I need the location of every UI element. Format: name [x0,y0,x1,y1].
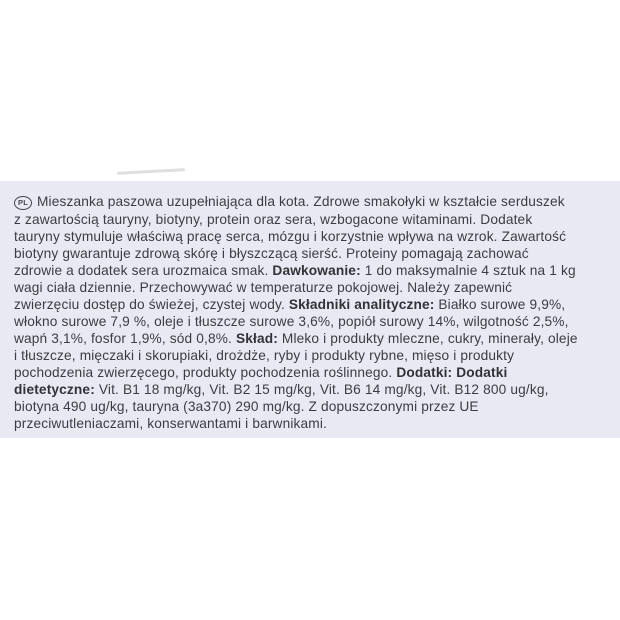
bold-text-segment: Dodatki: Dodatki [396,364,508,380]
text-segment: wagi ciała dziennie. Przechowywać w temperaturze pokojowej. Należy zapewnić [14,279,513,295]
label-text-line [14,228,614,245]
label-text-block [14,193,614,432]
label-text-line [14,415,614,432]
label-text-line [14,262,614,279]
text-segment: wapń 3,1%, fosfor 1,9%, sód 0,8%. [14,330,236,346]
label-text-line [14,313,614,330]
text-segment: z zawartością tauryny, biotyny, protein oraz sera, wzbogacone witaminami. Dodatek [14,211,533,227]
photo-artifact-smudge [117,168,185,175]
label-text-line [14,347,614,364]
label-text-line [14,193,614,211]
text-segment: biotyna 490 ug/kg, tauryna (3a370) 290 mg/kg. Z dopuszczonymi przez UE [14,398,479,414]
text-segment: i tłuszcze, mięczaki i skorupiaki, drożdże, ryby i produkty rybne, mięso i produkty [14,347,515,363]
text-segment: tauryny stymuluje właściwą pracę serca, mózgu i korzystnie wpływa na wzrok. Zawartość [14,228,567,244]
text-segment: 1 do maksymalnie 4 sztuk na 1 kg [360,262,576,278]
label-text-line [14,364,614,381]
label-text-line [14,279,614,296]
text-segment: pochodzenia zwierzęcego, produkty pochodzenia roślinnego. [14,364,397,380]
bold-text-segment: Skład: [235,330,278,346]
pl-language-badge: PL [14,196,32,210]
label-text-line [14,245,614,262]
label-text-line [14,398,614,415]
bold-text-segment: Składniki analityczne: [288,296,435,312]
text-segment: Mleko i produkty mleczne, cukry, minerały, oleje [277,330,578,346]
bold-text-segment: Dawkowanie: [272,262,361,278]
text-segment: Białko surowe 9,9%, [434,296,566,312]
text-segment: zdrowie a dodatek sera urozmaica smak. [14,262,273,278]
text-segment: przeciwutleniaczami, konserwantami i barwnikami. [14,415,327,431]
label-text-line [14,330,614,347]
label-text-line [14,381,614,398]
text-segment: biotyny gwarantuje zdrową skórę i błyszczącą sierść. Proteiny pomagają zachować [14,245,529,261]
bold-text-segment: dietetyczne: [14,381,95,397]
text-segment: włokno surowe 7,9 %, oleje i tłuszcze surowe 3,6%, popiół surowy 14%, wilgotność 2,5%, [14,313,569,329]
text-segment: zwierzęciu dostęp do świeżej, czystej wody. [14,296,289,312]
ingredient-label-panel [0,181,620,438]
text-segment: Vit. B1 18 mg/kg, Vit. B2 15 mg/kg, Vit. B6 14 mg/kg, Vit. B12 800 ug/kg, [94,381,549,397]
label-text-line [14,296,614,313]
label-text-line [14,211,614,228]
text-segment: Mieszanka paszowa uzupełniająca dla kota. Zdrowe smakołyki w kształcie serduszek [37,194,565,209]
